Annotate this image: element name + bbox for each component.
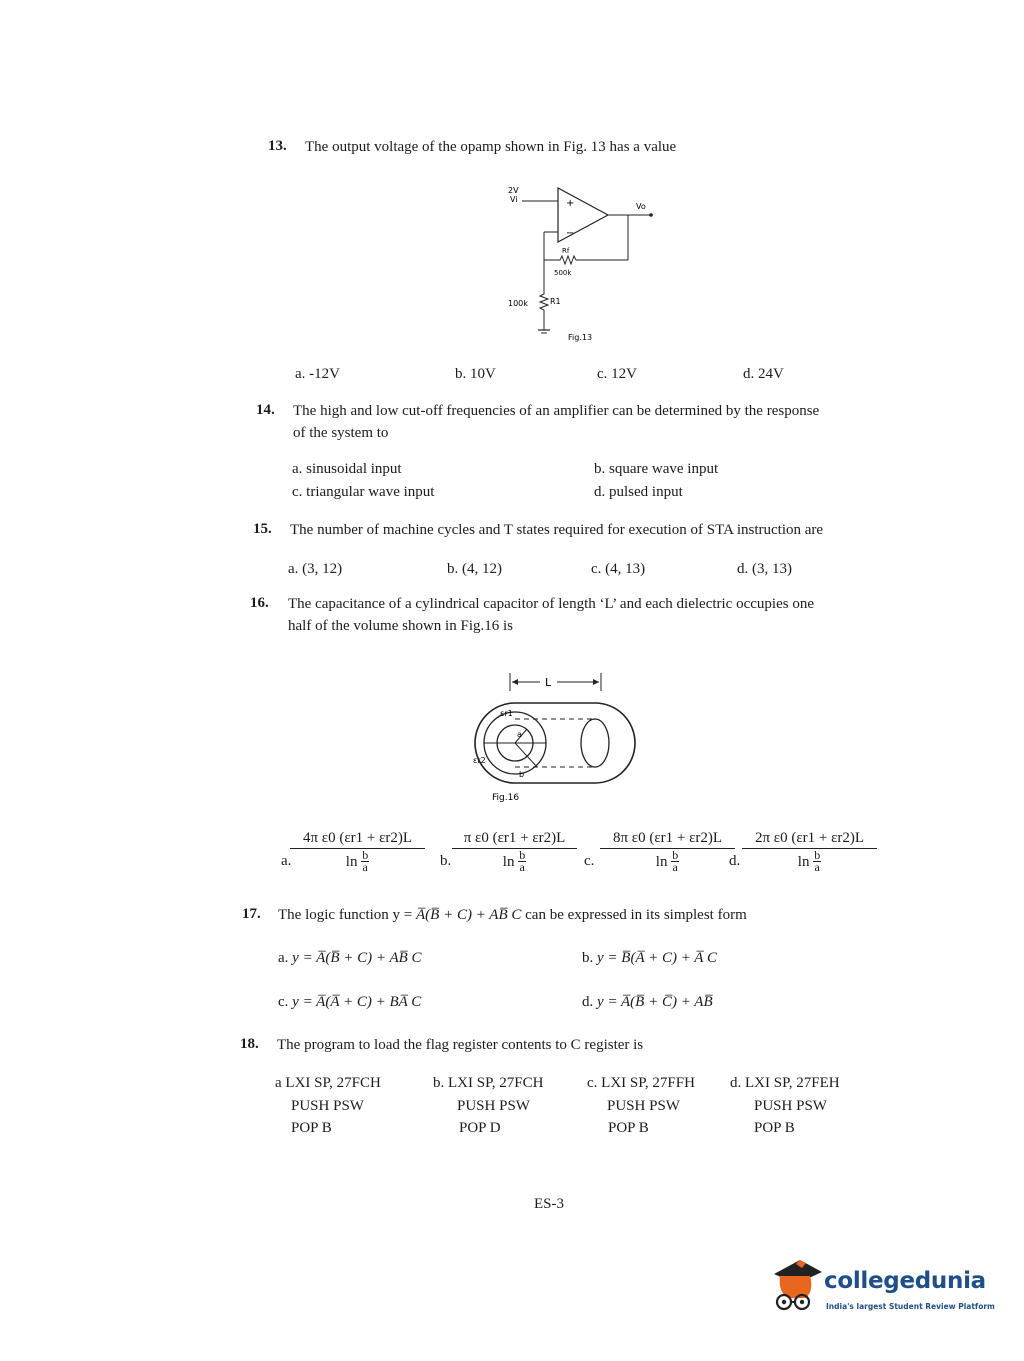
q14-option-a[interactable]: a. sinusoidal input [292, 461, 402, 477]
fig13-vin-value: 2V [508, 186, 519, 195]
q13-option-d[interactable]: d. 24V [743, 366, 784, 382]
q13-number: 13. [268, 138, 287, 154]
fig13-r1-value: 100k [508, 299, 528, 308]
q14-option-b[interactable]: b. square wave input [594, 461, 719, 477]
logo-tagline: India's largest Student Review Platform [826, 1302, 995, 1311]
q16-option-b-fraction[interactable] [452, 830, 577, 873]
collegedunia-logo [766, 1254, 996, 1324]
q17-option-c[interactable]: c. y = A̅(A̅ + C) + BA̅ C [278, 994, 422, 1010]
q16-option-a-label[interactable]: a. [281, 853, 292, 869]
r1-resistor [540, 292, 548, 330]
fig13-caption: Fig.13 [568, 333, 593, 342]
q14-option-c[interactable]: c. triangular wave input [292, 484, 435, 500]
q15-text: The number of machine cycles and T states required for execution of STA instruction are [290, 522, 824, 538]
q16-option-b-label[interactable]: b. [440, 853, 452, 869]
logo-wordmark: collegedunia [824, 1268, 986, 1294]
q14-number: 14. [256, 402, 275, 418]
q16-number: 16. [250, 595, 269, 611]
q17-option-a[interactable]: a. y = A̅(B̅ + C) + AB̅ C [278, 950, 422, 966]
fig13-minus: − [566, 228, 575, 239]
fig13-vin-label: Vi [510, 195, 518, 204]
q18-option-c[interactable]: c. LXI SP, 27FFH PUSH PSW POP B [587, 1075, 695, 1136]
q16-option-a-fraction[interactable] [290, 830, 425, 873]
q13-option-b[interactable]: b. 10V [455, 366, 496, 382]
q16-option-a-denominator: ln $\frac{b}{a}$ [345, 848, 369, 874]
q18-option-a[interactable]: a LXI SP, 27FCH PUSH PSW POP B [275, 1075, 381, 1136]
fig16-er1-label: εr1 [500, 709, 513, 718]
q15-number: 15. [253, 521, 272, 537]
fig16-a-label: a [517, 730, 522, 739]
fig13-rf-value: 500k [554, 269, 572, 277]
q17-text: The logic function y = A̅(B̅ + C) + AB̅ C can be expressed in its simplest form [278, 907, 747, 923]
q16-option-c-numerator: 8π ε0 (εr1 + εr2)L [600, 830, 735, 849]
fig13-opamp-diagram [500, 180, 680, 350]
q16-option-d-numerator: 2π ε0 (εr1 + εr2)L [742, 830, 877, 849]
fig13-r1-label: R1 [550, 297, 561, 306]
q13-option-a[interactable]: a. -12V [295, 366, 340, 382]
q15-option-a[interactable]: a. (3, 12) [288, 561, 343, 577]
q16-option-a-numerator: 4π ε0 (εr1 + εr2)L [290, 830, 425, 849]
q16-option-d-fraction[interactable] [742, 830, 877, 873]
q16-option-c-denominator: ln $\frac{b}{a}$ [655, 848, 679, 874]
fig16-er2-label: εr2 [473, 756, 486, 765]
fig16-b-label: b [519, 770, 525, 779]
q17-option-b[interactable]: b. y = B̅(A̅ + C) + A̅ C [582, 950, 717, 966]
q17-expression: A̅(B̅ + C) + AB̅ C [416, 907, 522, 923]
fig13-rf-label: Rf [562, 247, 570, 255]
q16-text-line2: half of the volume shown in Fig.16 is [288, 618, 513, 634]
fig13-vout-label: Vo [636, 202, 646, 211]
q16-option-d-label[interactable]: d. [729, 853, 741, 869]
q17-number: 17. [242, 906, 261, 922]
q14-option-d[interactable]: d. pulsed input [594, 484, 683, 500]
q16-option-d-denominator: ln $\frac{b}{a}$ [797, 848, 821, 874]
q13-text: The output voltage of the opamp shown in Fig. 13 has a value [305, 139, 677, 155]
fig16-capacitor-diagram [455, 665, 645, 810]
q18-option-d[interactable]: d. LXI SP, 27FEH PUSH PSW POP B [730, 1075, 840, 1136]
q16-option-c-fraction[interactable] [600, 830, 735, 873]
q14-text-line2: of the system to [293, 425, 389, 441]
q13-option-c[interactable]: c. 12V [597, 366, 637, 382]
mascot-icon [766, 1254, 826, 1320]
fig16-caption: Fig.16 [492, 793, 520, 803]
q14-text-line1: The high and low cut-off frequencies of an amplifier can be determined by the response [293, 403, 820, 419]
q17-option-d[interactable]: d. y = A̅(B̅ + C̅) + AB̅ [582, 994, 713, 1010]
q16-option-b-denominator: ln $\frac{b}{a}$ [502, 848, 526, 874]
q15-option-d[interactable]: d. (3, 13) [737, 561, 792, 577]
q18-number: 18. [240, 1036, 259, 1052]
page-number: ES-3 [534, 1196, 564, 1212]
q16-text-line1: The capacitance of a cylindrical capacitor of length ‘L’ and each dielectric occupies one [288, 596, 814, 612]
fig16-length-label: L [545, 676, 552, 689]
q16-option-c-label[interactable]: c. [584, 853, 595, 869]
q16-option-b-numerator: π ε0 (εr1 + εr2)L [452, 830, 577, 849]
q18-text: The program to load the flag register contents to C register is [277, 1037, 644, 1053]
rf-resistor [556, 256, 576, 264]
q15-option-b[interactable]: b. (4, 12) [447, 561, 502, 577]
q15-option-c[interactable]: c. (4, 13) [591, 561, 646, 577]
fig13-plus: + [566, 198, 575, 209]
q18-option-b[interactable]: b. LXI SP, 27FCH PUSH PSW POP D [433, 1075, 544, 1136]
